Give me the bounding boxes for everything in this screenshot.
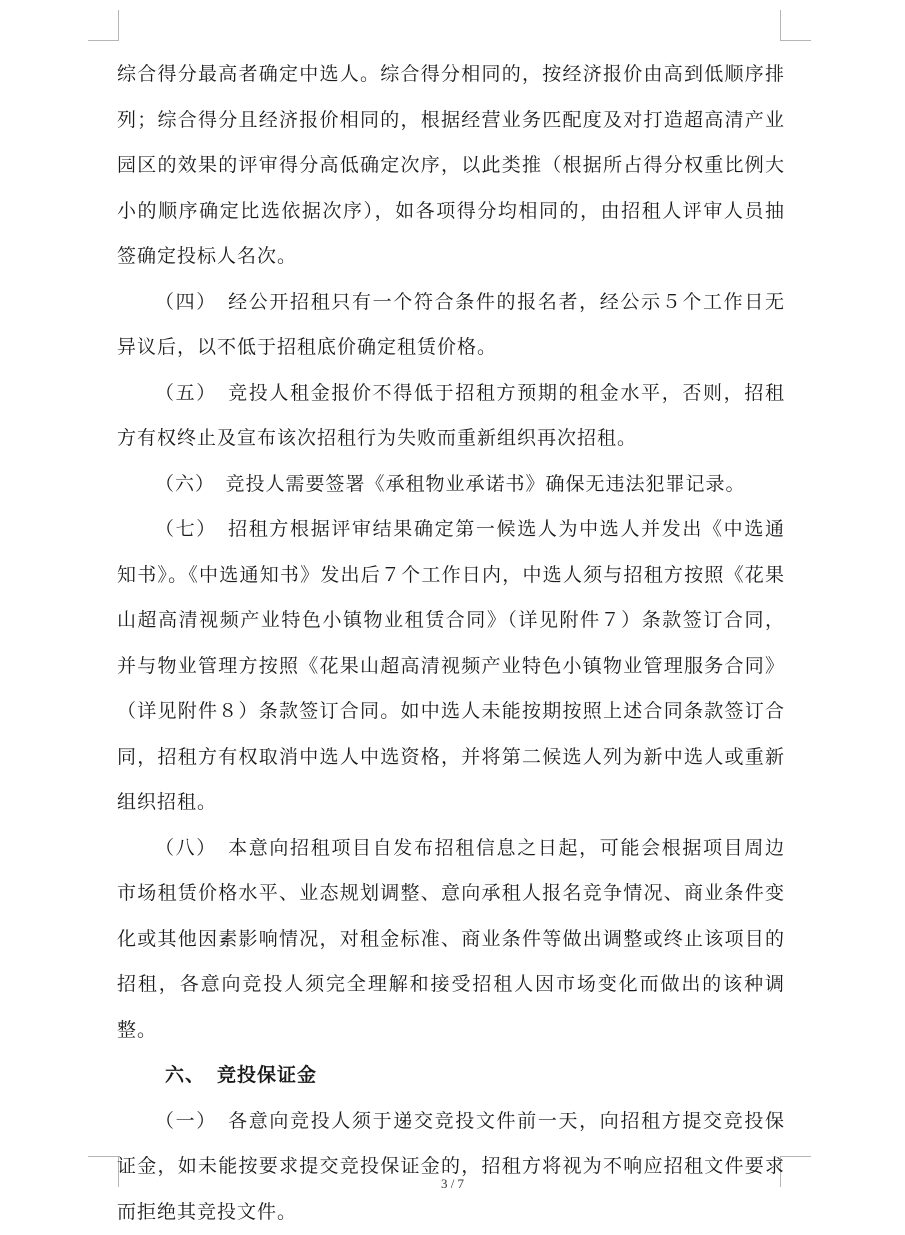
page-corner-mark-top-right xyxy=(780,10,811,41)
section-number: 六、 xyxy=(165,1053,217,1099)
page-corner-mark-top-left xyxy=(88,10,119,41)
paragraph-deposit-item-1: （一） 各意向竞投人须于递交竞投文件前一天，向招租方提交竞投保证金，如未能按要求提交竞投保证金的，招租方将视为不响应招租文件要求而拒绝其竞投文件。 xyxy=(117,1099,785,1235)
section-title: 竞投保证金 xyxy=(217,1064,317,1086)
paragraph-item-8: （八） 本意向招租项目自发布招租信息之日起，可能会根据项目周边市场租赁价格水平、业态规划调整、意向承租人报名竞争情况、商业条件变化或其他因素影响情况，对租金标准、商业条件等做出调整或终止该项目的招租，各意向竞投人须完全理解和接受招租人因市场变化而做出的该种调整。 xyxy=(117,826,785,1054)
paragraph-continued: 综合得分最高者确定中选人。综合得分相同的，按经济报价由高到低顺序排列；综合得分且经济报价相同的，根据经营业务匹配度及对打造超高清产业园区的效果的评审得分高低确定次序，以此类推（根据所占得分权重比例大小的顺序确定比选依据次序），如各项得分均相同的，由招租人评审人员抽签确定投标人名次。 xyxy=(117,52,785,280)
paragraph-item-5: （五） 竞投人租金报价不得低于招租方预期的租金水平，否则，招租方有权终止及宣布该次招租行为失败而重新组织再次招租。 xyxy=(117,371,785,462)
paragraph-item-7: （七） 招租方根据评审结果确定第一候选人为中选人并发出《中选通知书》。《中选通知书》发出后７个工作日内，中选人须与招租方按照《花果山超高清视频产业特色小镇物业租赁合同》（详见附件７）条款签订合同，并与物业管理方按照《花果山超高清视频产业特色小镇物业管理服务合同》（详见附件８）条款签订合同。如中选人未能按期按照上述合同条款签订合同，招租方有权取消中选人中选资格，并将第二候选人列为新中选人或重新组织招租。 xyxy=(117,507,785,826)
document-body xyxy=(117,52,785,1235)
section-heading xyxy=(117,1053,785,1099)
page-number: 3 / 7 xyxy=(0,1176,905,1192)
paragraph-item-4: （四） 经公开招租只有一个符合条件的报名者，经公示５个工作日无异议后，以不低于招租底价确定租赁价格。 xyxy=(117,280,785,371)
paragraph-item-6: （六） 竞投人需要签署《承租物业承诺书》确保无违法犯罪记录。 xyxy=(117,462,785,508)
